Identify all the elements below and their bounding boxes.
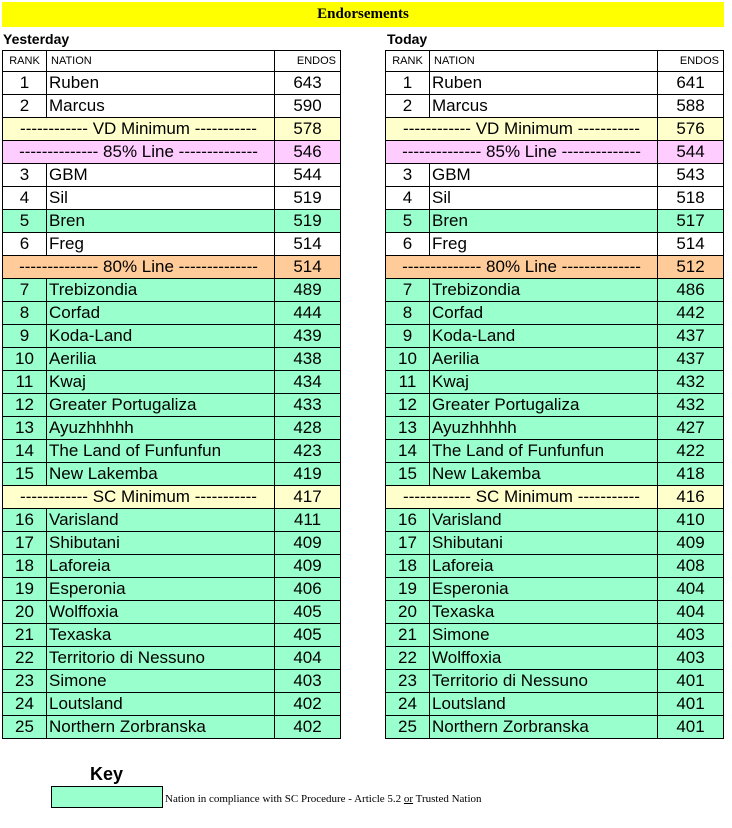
rank-cell: 19 (3, 578, 47, 601)
table-row (3, 325, 341, 348)
endos-cell: 519 (275, 210, 341, 233)
nation-cell: Laforeia (47, 555, 275, 578)
rank-cell: 15 (3, 463, 47, 486)
endos-cell: 402 (275, 716, 341, 739)
table-row (386, 463, 724, 486)
endos-cell: 514 (275, 233, 341, 256)
threshold-label: ------------ SC Minimum ----------- (386, 486, 658, 509)
rank-cell: 17 (386, 532, 430, 555)
endos-cell: 423 (275, 440, 341, 463)
table-row (386, 693, 724, 716)
endos-cell: 576 (658, 118, 724, 141)
yesterday-heading: Yesterday (3, 31, 70, 47)
rank-cell: 22 (386, 647, 430, 670)
nation-cell: Wolffoxia (47, 601, 275, 624)
rank-cell: 25 (3, 716, 47, 739)
endos-cell: 517 (658, 210, 724, 233)
rank-header: RANK (386, 51, 430, 72)
threshold-row (3, 141, 341, 164)
endos-cell: 409 (658, 532, 724, 555)
nation-header: NATION (47, 51, 275, 72)
rank-cell: 21 (3, 624, 47, 647)
threshold-row (386, 256, 724, 279)
nation-cell: Shibutani (47, 532, 275, 555)
nation-cell: Corfad (430, 302, 658, 325)
endos-cell: 422 (658, 440, 724, 463)
rank-cell: 22 (3, 647, 47, 670)
rank-cell: 8 (3, 302, 47, 325)
today-heading: Today (387, 31, 428, 47)
threshold-label: ------------ VD Minimum ----------- (386, 118, 658, 141)
rank-cell: 1 (3, 72, 47, 95)
table-row (3, 210, 341, 233)
endos-cell: 519 (275, 187, 341, 210)
endos-cell: 409 (275, 532, 341, 555)
nation-cell: Ruben (430, 72, 658, 95)
endos-cell: 428 (275, 417, 341, 440)
nation-cell: Shibutani (430, 532, 658, 555)
endos-cell: 404 (275, 647, 341, 670)
nation-cell: Simone (430, 624, 658, 647)
table-row (386, 647, 724, 670)
table-row (386, 440, 724, 463)
nation-cell: Greater Portugaliza (430, 394, 658, 417)
endos-cell: 546 (275, 141, 341, 164)
table-row (3, 233, 341, 256)
threshold-row (386, 118, 724, 141)
threshold-label: ------------ VD Minimum ----------- (3, 118, 275, 141)
endos-cell: 417 (275, 486, 341, 509)
nation-cell: Varisland (47, 509, 275, 532)
endos-cell: 437 (658, 325, 724, 348)
nation-cell: GBM (430, 164, 658, 187)
endos-cell: 486 (658, 279, 724, 302)
table-row (386, 509, 724, 532)
table-row (3, 463, 341, 486)
nation-cell: Aerilia (430, 348, 658, 371)
rank-cell: 1 (386, 72, 430, 95)
table-row (386, 187, 724, 210)
nation-cell: Marcus (430, 95, 658, 118)
yesterday-table (2, 50, 341, 739)
nation-cell: Sil (47, 187, 275, 210)
rank-cell: 16 (386, 509, 430, 532)
table-row (3, 693, 341, 716)
endos-header: ENDOS (275, 51, 341, 72)
threshold-row (386, 141, 724, 164)
endos-cell: 419 (275, 463, 341, 486)
nation-cell: Kwaj (47, 371, 275, 394)
table-row (386, 233, 724, 256)
nation-cell: Texaska (430, 601, 658, 624)
rank-cell: 11 (386, 371, 430, 394)
rank-cell: 8 (386, 302, 430, 325)
nation-cell: Trebizondia (430, 279, 658, 302)
endos-cell: 405 (275, 601, 341, 624)
key-description (165, 793, 482, 805)
endos-cell: 409 (275, 555, 341, 578)
rank-cell: 18 (386, 555, 430, 578)
endos-cell: 403 (275, 670, 341, 693)
nation-cell: Koda-Land (430, 325, 658, 348)
table-row (3, 417, 341, 440)
table-row (3, 279, 341, 302)
table-row (3, 509, 341, 532)
page-title: Endorsements (2, 2, 724, 27)
table-row (3, 716, 341, 739)
endos-cell: 489 (275, 279, 341, 302)
rank-cell: 24 (386, 693, 430, 716)
threshold-row (386, 486, 724, 509)
nation-cell: Esperonia (430, 578, 658, 601)
rank-cell: 10 (386, 348, 430, 371)
threshold-label: -------------- 85% Line -------------- (386, 141, 658, 164)
rank-cell: 23 (3, 670, 47, 693)
nation-cell: Ayuzhhhhh (430, 417, 658, 440)
table-row (386, 624, 724, 647)
rank-cell: 20 (386, 601, 430, 624)
endos-cell: 427 (658, 417, 724, 440)
rank-cell: 20 (3, 601, 47, 624)
endos-cell: 437 (658, 348, 724, 371)
endos-cell: 438 (275, 348, 341, 371)
rank-cell: 17 (3, 532, 47, 555)
endos-header: ENDOS (658, 51, 724, 72)
nation-cell: Aerilia (47, 348, 275, 371)
table-row (386, 670, 724, 693)
nation-header: NATION (430, 51, 658, 72)
nation-cell: Bren (47, 210, 275, 233)
rank-cell: 3 (3, 164, 47, 187)
threshold-label: ------------ SC Minimum ----------- (3, 486, 275, 509)
endos-cell: 514 (275, 256, 341, 279)
rank-cell: 2 (386, 95, 430, 118)
table-row (386, 532, 724, 555)
rank-cell: 24 (3, 693, 47, 716)
endos-cell: 401 (658, 670, 724, 693)
nation-cell: Kwaj (430, 371, 658, 394)
nation-cell: Trebizondia (47, 279, 275, 302)
key-title: Key (90, 764, 124, 784)
rank-cell: 2 (3, 95, 47, 118)
nation-cell: Territorio di Nessuno (47, 647, 275, 670)
endos-cell: 544 (275, 164, 341, 187)
nation-cell: New Lakemba (47, 463, 275, 486)
table-row (3, 440, 341, 463)
endos-cell: 439 (275, 325, 341, 348)
endos-cell: 416 (658, 486, 724, 509)
endos-cell: 512 (658, 256, 724, 279)
table-row (386, 578, 724, 601)
table-row (386, 95, 724, 118)
endos-cell: 401 (658, 693, 724, 716)
rank-cell: 9 (3, 325, 47, 348)
rank-cell: 15 (386, 463, 430, 486)
table-row (386, 164, 724, 187)
table-row (386, 555, 724, 578)
rank-cell: 25 (386, 716, 430, 739)
rank-cell: 4 (386, 187, 430, 210)
nation-cell: Ruben (47, 72, 275, 95)
endos-cell: 433 (275, 394, 341, 417)
endos-cell: 404 (658, 601, 724, 624)
nation-cell: Northern Zorbranska (430, 716, 658, 739)
endos-cell: 444 (275, 302, 341, 325)
endos-cell: 432 (658, 371, 724, 394)
table-row (386, 601, 724, 624)
nation-cell: Simone (47, 670, 275, 693)
table-row (386, 716, 724, 739)
table-row (3, 578, 341, 601)
endos-cell: 405 (275, 624, 341, 647)
table-row (386, 417, 724, 440)
endos-cell: 434 (275, 371, 341, 394)
rank-cell: 12 (3, 394, 47, 417)
table-row (3, 394, 341, 417)
table-row (386, 302, 724, 325)
table-row (386, 348, 724, 371)
table-row (3, 95, 341, 118)
rank-cell: 9 (386, 325, 430, 348)
nation-cell: Laforeia (430, 555, 658, 578)
table-header-row (386, 51, 724, 72)
rank-cell: 23 (386, 670, 430, 693)
endos-cell: 578 (275, 118, 341, 141)
rank-cell: 13 (386, 417, 430, 440)
rank-cell: 11 (3, 371, 47, 394)
nation-cell: Territorio di Nessuno (430, 670, 658, 693)
rank-cell: 14 (3, 440, 47, 463)
rank-cell: 4 (3, 187, 47, 210)
rank-cell: 7 (3, 279, 47, 302)
rank-cell: 13 (3, 417, 47, 440)
nation-cell: Texaska (47, 624, 275, 647)
endos-cell: 641 (658, 72, 724, 95)
table-row (386, 279, 724, 302)
table-row (386, 325, 724, 348)
rank-cell: 19 (386, 578, 430, 601)
endos-cell: 410 (658, 509, 724, 532)
threshold-row (3, 256, 341, 279)
rank-cell: 6 (3, 233, 47, 256)
nation-cell: Wolffoxia (430, 647, 658, 670)
rank-cell: 21 (386, 624, 430, 647)
nation-cell: Ayuzhhhhh (47, 417, 275, 440)
endos-cell: 404 (658, 578, 724, 601)
key-text-before: Nation in compliance with SC Procedure - Article 5.2 (165, 793, 404, 805)
rank-cell: 10 (3, 348, 47, 371)
nation-cell: Bren (430, 210, 658, 233)
endos-cell: 408 (658, 555, 724, 578)
nation-cell: Sil (430, 187, 658, 210)
endos-cell: 514 (658, 233, 724, 256)
rank-cell: 7 (386, 279, 430, 302)
today-table (385, 50, 724, 739)
rank-header: RANK (3, 51, 47, 72)
table-header-row (3, 51, 341, 72)
table-row (3, 532, 341, 555)
nation-cell: Varisland (430, 509, 658, 532)
table-row (3, 371, 341, 394)
nation-cell: Marcus (47, 95, 275, 118)
rank-cell: 12 (386, 394, 430, 417)
table-row (3, 302, 341, 325)
nation-cell: Northern Zorbranska (47, 716, 275, 739)
endos-cell: 543 (658, 164, 724, 187)
endos-cell: 403 (658, 647, 724, 670)
nation-cell: New Lakemba (430, 463, 658, 486)
nation-cell: Koda-Land (47, 325, 275, 348)
nation-cell: The Land of Funfunfun (430, 440, 658, 463)
threshold-row (3, 118, 341, 141)
endos-cell: 432 (658, 394, 724, 417)
endos-cell: 643 (275, 72, 341, 95)
rank-cell: 3 (386, 164, 430, 187)
key-text-after: Trusted Nation (413, 793, 482, 805)
table-row (3, 72, 341, 95)
rank-cell: 5 (386, 210, 430, 233)
rank-cell: 18 (3, 555, 47, 578)
rank-cell: 5 (3, 210, 47, 233)
endos-cell: 401 (658, 716, 724, 739)
nation-cell: Loutsland (430, 693, 658, 716)
table-row (386, 371, 724, 394)
nation-cell: Loutsland (47, 693, 275, 716)
table-row (3, 164, 341, 187)
table-row (3, 555, 341, 578)
threshold-label: -------------- 80% Line -------------- (386, 256, 658, 279)
nation-cell: Freg (430, 233, 658, 256)
endos-cell: 544 (658, 141, 724, 164)
table-row (386, 210, 724, 233)
nation-cell: Corfad (47, 302, 275, 325)
rank-cell: 6 (386, 233, 430, 256)
endos-cell: 418 (658, 463, 724, 486)
endos-cell: 411 (275, 509, 341, 532)
endos-cell: 403 (658, 624, 724, 647)
table-row (3, 624, 341, 647)
nation-cell: Freg (47, 233, 275, 256)
endos-cell: 402 (275, 693, 341, 716)
threshold-label: -------------- 80% Line -------------- (3, 256, 275, 279)
threshold-row (3, 486, 341, 509)
endos-cell: 442 (658, 302, 724, 325)
table-row (3, 187, 341, 210)
nation-cell: GBM (47, 164, 275, 187)
key-swatch (51, 786, 163, 808)
table-row (3, 670, 341, 693)
nation-cell: Greater Portugaliza (47, 394, 275, 417)
table-row (386, 394, 724, 417)
nation-cell: Esperonia (47, 578, 275, 601)
endos-cell: 406 (275, 578, 341, 601)
nation-cell: The Land of Funfunfun (47, 440, 275, 463)
table-row (3, 348, 341, 371)
key-text-or: or (403, 793, 414, 805)
table-row (3, 647, 341, 670)
rank-cell: 16 (3, 509, 47, 532)
table-row (386, 72, 724, 95)
endos-cell: 588 (658, 95, 724, 118)
threshold-label: -------------- 85% Line -------------- (3, 141, 275, 164)
table-row (3, 601, 341, 624)
endos-cell: 518 (658, 187, 724, 210)
endos-cell: 590 (275, 95, 341, 118)
rank-cell: 14 (386, 440, 430, 463)
